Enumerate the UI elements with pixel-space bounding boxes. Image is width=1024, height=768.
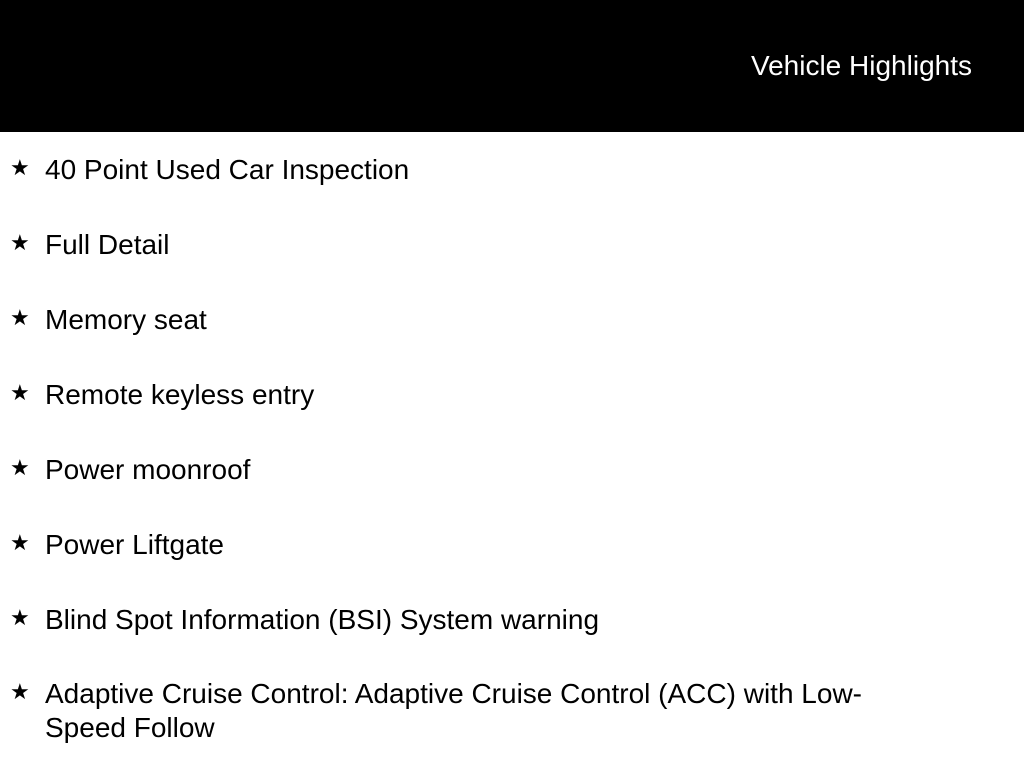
highlights-list [0,132,1024,745]
star-icon: ★ [10,455,30,480]
header-bar [0,0,1024,132]
highlight-text: Blind Spot Information (BSI) System warning [45,604,600,635]
star-icon: ★ [10,380,30,405]
highlight-text: Remote keyless entry [45,379,315,410]
list-item [0,603,1024,637]
star-icon: ★ [10,305,30,330]
star-icon: ★ [10,530,30,555]
highlight-text: Power Liftgate [45,529,224,560]
highlight-text: Power moonroof [45,454,251,485]
list-item [0,378,1024,412]
list-item [0,677,1024,745]
highlight-text: 40 Point Used Car Inspection [45,154,410,185]
highlight-text: Full Detail [45,229,170,260]
highlight-text: Memory seat [45,304,207,335]
list-item [0,228,1024,262]
list-item [0,528,1024,562]
star-icon: ★ [10,230,30,255]
star-icon: ★ [10,605,30,630]
page-title: Vehicle Highlights [750,50,972,81]
list-item [0,153,1024,187]
star-icon: ★ [10,155,30,180]
highlight-text: Adaptive Cruise Control: Adaptive Cruise Control (ACC) with Low-Speed Follow [45,678,862,743]
star-icon: ★ [10,679,30,704]
list-item [0,303,1024,337]
list-item [0,453,1024,487]
